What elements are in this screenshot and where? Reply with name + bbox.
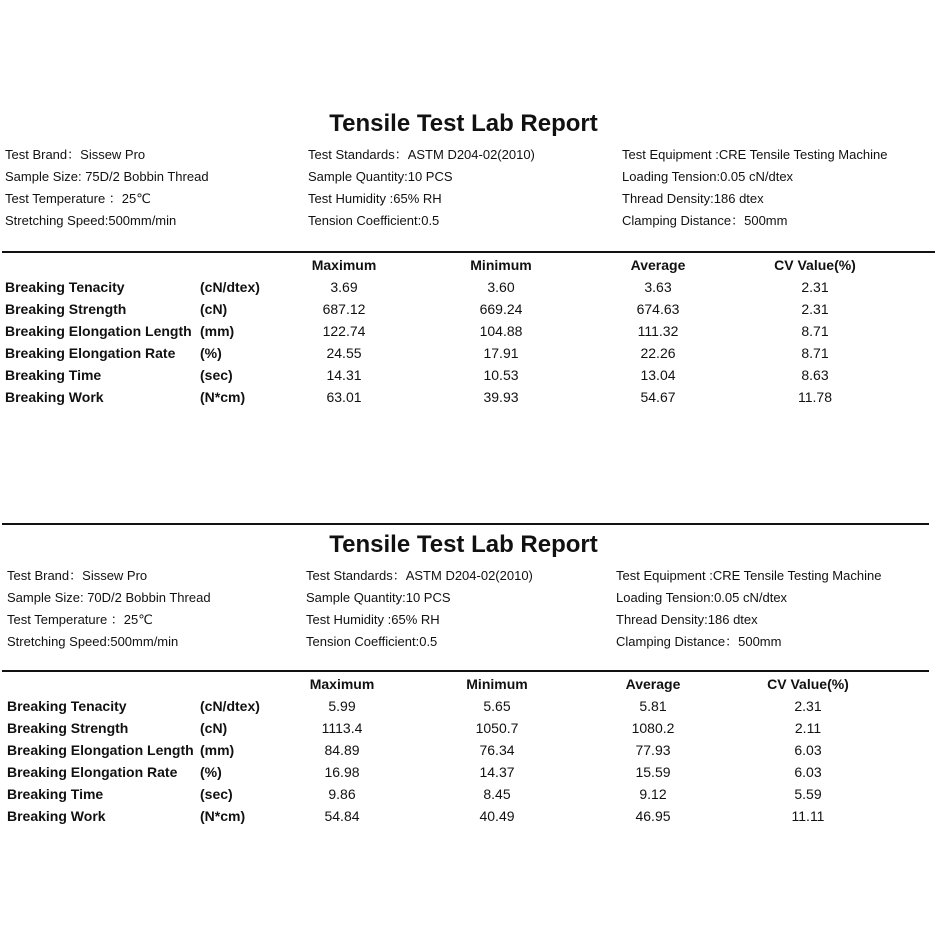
value-minimum: 3.60 xyxy=(487,279,515,295)
row-unit: (cN) xyxy=(200,301,228,317)
table-row xyxy=(0,276,937,298)
column-header-cv-value: CV Value(%) xyxy=(767,676,849,692)
test-conditions xyxy=(0,144,937,232)
row-unit: (N*cm) xyxy=(200,389,246,405)
row-label: Breaking Tenacity xyxy=(5,279,125,295)
report-title: Tensile Test Lab Report xyxy=(329,531,598,558)
results-table xyxy=(0,673,937,827)
test-temperature: Test Temperature ：25℃ xyxy=(5,191,151,206)
section-divider xyxy=(2,251,935,253)
table-row xyxy=(0,761,937,783)
column-header-maximum: Maximum xyxy=(311,257,377,273)
row-unit: (N*cm) xyxy=(200,808,246,824)
value-minimum: 5.65 xyxy=(483,698,511,714)
stretching-speed: Stretching Speed:500mm/min xyxy=(7,634,179,649)
report-title: Tensile Test Lab Report xyxy=(329,110,598,137)
value-average: 3.63 xyxy=(644,279,672,295)
report-separator xyxy=(2,523,929,525)
conditions-column-right xyxy=(616,565,881,653)
value-maximum: 54.84 xyxy=(324,808,360,824)
conditions-column-middle xyxy=(306,565,533,653)
value-cv: 8.71 xyxy=(801,345,829,361)
value-average: 9.12 xyxy=(639,786,667,802)
test-conditions xyxy=(0,565,937,653)
row-unit: (sec) xyxy=(200,786,233,802)
table-row xyxy=(0,342,937,364)
value-cv: 2.31 xyxy=(794,698,822,714)
row-unit: (mm) xyxy=(200,742,235,758)
row-label: Breaking Work xyxy=(5,389,104,405)
row-unit: (cN/dtex) xyxy=(200,279,260,295)
table-row xyxy=(0,739,937,761)
value-maximum: 24.55 xyxy=(326,345,362,361)
test-brand: Test Brand：Sissew Pro xyxy=(7,568,148,583)
value-average: 54.67 xyxy=(640,389,676,405)
test-humidity: Test Humidity :65% RH xyxy=(306,612,440,627)
table-row xyxy=(0,717,937,739)
table-row xyxy=(0,320,937,342)
row-label: Breaking Time xyxy=(5,367,102,383)
value-maximum: 9.86 xyxy=(328,786,356,802)
sample-quantity: Sample Quantity:10 PCS xyxy=(308,169,453,184)
value-cv: 6.03 xyxy=(794,742,822,758)
clamping-distance: Clamping Distance：500mm xyxy=(622,213,788,228)
sample-quantity: Sample Quantity:10 PCS xyxy=(306,590,451,605)
value-cv: 6.03 xyxy=(794,764,822,780)
tension-coefficient: Tension Coefficient:0.5 xyxy=(306,634,438,649)
value-maximum: 1113.4 xyxy=(321,720,363,736)
test-temperature: Test Temperature ：25℃ xyxy=(7,612,153,627)
thread-density: Thread Density:186 dtex xyxy=(622,191,764,206)
value-average: 77.93 xyxy=(635,742,671,758)
column-header-cv-value: CV Value(%) xyxy=(774,257,856,273)
column-header-average: Average xyxy=(625,676,681,692)
row-label: Breaking Elongation Rate xyxy=(5,345,176,361)
value-minimum: 40.49 xyxy=(479,808,515,824)
row-label: Breaking Elongation Rate xyxy=(7,764,178,780)
value-average: 22.26 xyxy=(640,345,676,361)
value-minimum: 8.45 xyxy=(483,786,511,802)
row-unit: (cN) xyxy=(200,720,228,736)
row-label: Breaking Strength xyxy=(7,720,129,736)
value-minimum: 104.88 xyxy=(479,323,523,339)
table-row xyxy=(0,695,937,717)
section-divider xyxy=(2,670,929,672)
conditions-column-left xyxy=(7,565,211,653)
table-row xyxy=(0,386,937,408)
value-average: 13.04 xyxy=(640,367,676,383)
table-header-row xyxy=(0,254,937,276)
sample-size: Sample Size: 75D/2 Bobbin Thread xyxy=(5,169,209,184)
value-minimum: 76.34 xyxy=(479,742,515,758)
value-cv: 5.59 xyxy=(794,786,822,802)
table-row xyxy=(0,805,937,827)
value-cv: 2.31 xyxy=(801,301,829,317)
test-brand: Test Brand：Sissew Pro xyxy=(5,147,146,162)
value-average: 46.95 xyxy=(635,808,671,824)
row-label: Breaking Elongation Length xyxy=(5,323,192,339)
value-maximum: 16.98 xyxy=(324,764,360,780)
row-unit: (cN/dtex) xyxy=(200,698,260,714)
test-equipment: Test Equipment :CRE Tensile Testing Machine xyxy=(616,568,882,583)
value-minimum: 669.24 xyxy=(479,301,523,317)
column-header-maximum: Maximum xyxy=(309,676,375,692)
value-cv: 11.11 xyxy=(791,808,825,824)
test-equipment: Test Equipment :CRE Tensile Testing Machine xyxy=(622,147,888,162)
value-minimum: 1050.7 xyxy=(475,720,519,736)
row-unit: (sec) xyxy=(200,367,233,383)
value-average: 5.81 xyxy=(639,698,667,714)
table-row xyxy=(0,298,937,320)
lab-report-1 xyxy=(0,108,937,405)
value-cv: 8.63 xyxy=(801,367,829,383)
column-header-average: Average xyxy=(630,257,686,273)
row-label: Breaking Work xyxy=(7,808,106,824)
value-maximum: 5.99 xyxy=(328,698,356,714)
table-row xyxy=(0,364,937,386)
row-label: Breaking Time xyxy=(7,786,104,802)
value-cv: 2.31 xyxy=(801,279,829,295)
lab-report-2 xyxy=(0,529,937,824)
row-unit: (%) xyxy=(200,345,222,361)
row-label: Breaking Elongation Length xyxy=(7,742,194,758)
value-minimum: 14.37 xyxy=(479,764,515,780)
clamping-distance: Clamping Distance：500mm xyxy=(616,634,782,649)
conditions-column-left xyxy=(5,144,209,232)
table-row xyxy=(0,783,937,805)
test-standards: Test Standards：ASTM D204-02(2010) xyxy=(308,147,535,162)
loading-tension: Loading Tension:0.05 cN/dtex xyxy=(622,169,794,184)
conditions-column-right xyxy=(622,144,887,232)
test-standards: Test Standards：ASTM D204-02(2010) xyxy=(306,568,533,583)
conditions-column-middle xyxy=(308,144,535,232)
sample-size: Sample Size: 70D/2 Bobbin Thread xyxy=(7,590,211,605)
value-cv: 2.11 xyxy=(794,720,822,736)
row-label: Breaking Strength xyxy=(5,301,127,317)
value-maximum: 63.01 xyxy=(326,389,362,405)
test-humidity: Test Humidity :65% RH xyxy=(308,191,442,206)
value-minimum: 10.53 xyxy=(483,367,519,383)
value-maximum: 3.69 xyxy=(330,279,358,295)
value-average: 674.63 xyxy=(636,301,680,317)
loading-tension: Loading Tension:0.05 cN/dtex xyxy=(616,590,788,605)
row-unit: (mm) xyxy=(200,323,235,339)
row-unit: (%) xyxy=(200,764,222,780)
value-minimum: 39.93 xyxy=(483,389,519,405)
column-header-minimum: Minimum xyxy=(466,676,528,692)
stretching-speed: Stretching Speed:500mm/min xyxy=(5,213,177,228)
results-table xyxy=(0,254,937,408)
value-maximum: 122.74 xyxy=(322,323,366,339)
value-cv: 11.78 xyxy=(798,389,832,405)
thread-density: Thread Density:186 dtex xyxy=(616,612,758,627)
value-maximum: 84.89 xyxy=(324,742,360,758)
value-maximum: 687.12 xyxy=(322,301,366,317)
value-average: 111.32 xyxy=(637,323,679,339)
row-label: Breaking Tenacity xyxy=(7,698,127,714)
tension-coefficient: Tension Coefficient:0.5 xyxy=(308,213,440,228)
value-maximum: 14.31 xyxy=(326,367,362,383)
value-cv: 8.71 xyxy=(801,323,829,339)
value-minimum: 17.91 xyxy=(483,345,519,361)
table-header-row xyxy=(0,673,937,695)
value-average: 1080.2 xyxy=(631,720,675,736)
value-average: 15.59 xyxy=(635,764,671,780)
column-header-minimum: Minimum xyxy=(470,257,532,273)
